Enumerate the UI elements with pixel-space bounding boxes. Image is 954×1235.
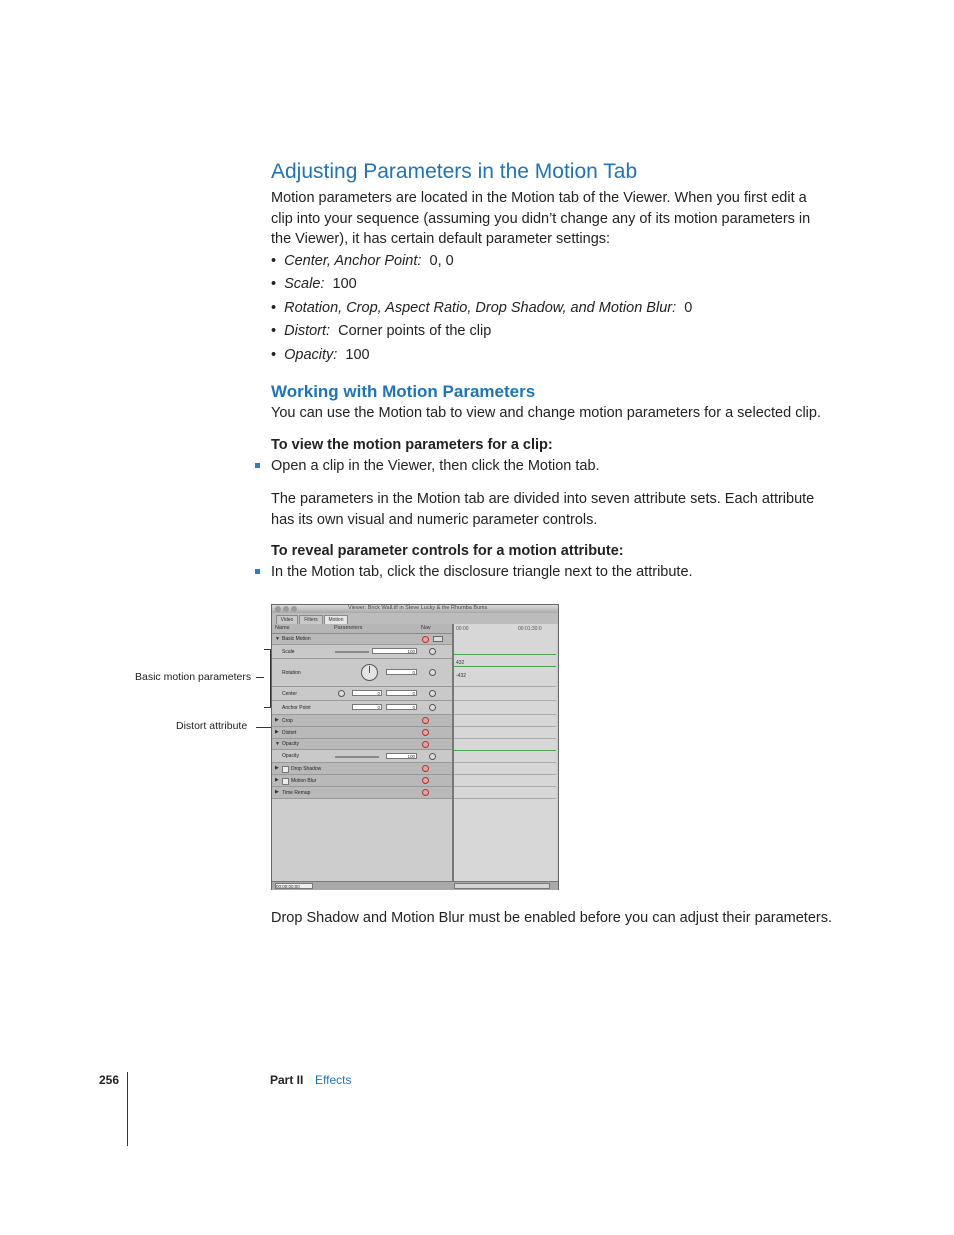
- opacity-field[interactable]: 100: [386, 753, 417, 759]
- disclosure-open-icon[interactable]: ▼: [275, 741, 280, 747]
- task-title: To reveal parameter controls for a motion attribute:: [271, 543, 624, 559]
- timecode-start: 00:00: [456, 626, 469, 632]
- attribute-row-crop[interactable]: [272, 715, 452, 727]
- parameter-header: [272, 624, 452, 634]
- opacity-slider[interactable]: [335, 756, 379, 758]
- disclosure-closed-icon[interactable]: ▶: [275, 789, 279, 795]
- closing-note: Drop Shadow and Motion Blur must be enabled before you can adjust their parameters.: [271, 910, 832, 926]
- tab-motion[interactable]: Motion: [324, 615, 348, 624]
- keyframe-line: [454, 774, 556, 775]
- keyframe-button-icon[interactable]: [429, 753, 436, 760]
- keyframe-line: [454, 654, 556, 655]
- disclosure-closed-icon[interactable]: ▶: [275, 729, 279, 735]
- default-item: • Scale: 100: [271, 276, 357, 292]
- disclosure-closed-icon[interactable]: ▶: [275, 777, 279, 783]
- row-label: Drop Shadow: [291, 766, 322, 772]
- disclosure-open-icon[interactable]: ▼: [275, 636, 280, 642]
- anchor-y-field[interactable]: 0: [386, 704, 417, 710]
- keyframe-line: [454, 786, 556, 787]
- step-bullet-icon: [255, 569, 260, 574]
- tab-video[interactable]: Video: [276, 615, 298, 624]
- close-button-icon[interactable]: [275, 606, 281, 612]
- rotation-dial-icon[interactable]: [361, 664, 378, 681]
- attribute-row-motion-blur[interactable]: [272, 775, 452, 787]
- annotation-bracket: [264, 649, 271, 708]
- scale-slider[interactable]: [335, 651, 369, 653]
- keyframe-line: [454, 686, 556, 687]
- rotation-field[interactable]: 0: [386, 669, 417, 675]
- paragraph-line: has its own visual and numeric parameter controls.: [271, 511, 598, 528]
- footer-part: Part II: [270, 1073, 304, 1087]
- zoom-button-icon[interactable]: [291, 606, 297, 612]
- default-item: • Distort: Corner points of the clip: [271, 323, 492, 339]
- viewer-titlebar: [272, 605, 558, 613]
- default-label: Rotation, Crop, Aspect Ratio, Drop Shadow, and Motion Blur:: [284, 300, 677, 316]
- column-parameters: Parameters: [334, 625, 363, 631]
- timecode-end: 00:01:30:0: [518, 626, 542, 632]
- reset-icon[interactable]: [422, 729, 429, 736]
- step-bullet-icon: [255, 463, 260, 468]
- attribute-paragraph: [271, 489, 814, 530]
- reset-icon[interactable]: [422, 636, 429, 643]
- intro-paragraph: [271, 188, 810, 250]
- center-y-field[interactable]: 0: [386, 690, 417, 696]
- scale-field[interactable]: 100: [372, 648, 417, 654]
- tab-filters[interactable]: Filters: [299, 615, 323, 624]
- crosshair-icon[interactable]: [338, 690, 345, 697]
- basic-motion-annotation: Basic motion parameters: [135, 671, 252, 683]
- enable-checkbox[interactable]: [282, 778, 289, 785]
- keyframe-menu-icon[interactable]: [433, 636, 443, 642]
- zoom-slider[interactable]: [454, 883, 550, 889]
- keyframe-button-icon[interactable]: [429, 704, 436, 711]
- default-item: • Opacity: 100: [271, 347, 370, 363]
- default-value: Corner points of the clip: [338, 323, 492, 339]
- intro-line: clip into your sequence (assuming you didn’t change any of its motion parameters in: [271, 210, 811, 227]
- timecode-field[interactable]: 00:00:00;00: [275, 883, 313, 889]
- viewer-bottom-bar: [272, 881, 558, 890]
- sub-intro: You can use the Motion tab to view and change motion parameters for a selected clip.: [271, 405, 821, 421]
- intro-line: the Viewer), it has certain default parameter settings:: [271, 231, 611, 247]
- row-label: Opacity: [282, 741, 299, 747]
- keyframe-line: [454, 762, 556, 763]
- default-label: Scale:: [284, 276, 325, 292]
- task-title: To view the motion parameters for a clip:: [271, 437, 553, 453]
- viewer-title: Viewer: Brick Wall.tif in Steve Lucky & the Rhumba Bums: [348, 605, 488, 611]
- row-label: Scale: [282, 649, 295, 655]
- rotation-min-label: -432: [456, 673, 467, 679]
- disclosure-closed-icon[interactable]: ▶: [275, 717, 279, 723]
- keyframe-line: [454, 750, 556, 751]
- column-name: Name: [275, 625, 290, 631]
- reset-icon[interactable]: [422, 741, 429, 748]
- row-label: Distort: [282, 730, 297, 736]
- attribute-row-opacity[interactable]: [272, 739, 452, 750]
- keyframe-button-icon[interactable]: [429, 669, 436, 676]
- attribute-row-basic-motion[interactable]: [272, 634, 452, 645]
- reset-icon[interactable]: [422, 765, 429, 772]
- row-label: Motion Blur: [291, 778, 317, 784]
- keyframe-line: [454, 666, 556, 667]
- default-label: Center, Anchor Point:: [284, 253, 422, 269]
- center-x-field[interactable]: 0: [352, 690, 382, 696]
- footer-section-link[interactable]: Effects: [315, 1073, 352, 1087]
- parameter-row-scale: [272, 645, 452, 659]
- default-label: Distort:: [284, 323, 331, 339]
- row-label: Opacity: [282, 753, 299, 759]
- page-number: 256: [99, 1073, 120, 1087]
- keyframe-line: [454, 700, 556, 701]
- task-step: In the Motion tab, click the disclosure triangle next to the attribute.: [271, 564, 693, 580]
- reset-icon[interactable]: [422, 717, 429, 724]
- viewer-window: [271, 604, 559, 890]
- row-label: Time Remap: [282, 790, 311, 796]
- attribute-row-distort[interactable]: [272, 727, 452, 739]
- disclosure-closed-icon[interactable]: ▶: [275, 765, 279, 771]
- default-value: 100: [332, 276, 357, 292]
- parameter-row-opacity: [272, 750, 452, 763]
- reset-icon[interactable]: [422, 789, 429, 796]
- minimize-button-icon[interactable]: [283, 606, 289, 612]
- footer-divider: [127, 1072, 128, 1146]
- row-label: Basic Motion: [282, 636, 311, 642]
- default-item: • Center, Anchor Point: 0, 0: [271, 253, 454, 269]
- distort-annotation: Distort attribute: [176, 720, 248, 732]
- rotation-max-label: 432: [456, 660, 465, 666]
- default-value: 0, 0: [429, 253, 454, 269]
- parameter-row-rotation: [272, 659, 452, 687]
- keyframe-button-icon[interactable]: [429, 648, 436, 655]
- intro-line: Motion parameters are located in the Motion tab of the Viewer. When you first edit a: [271, 190, 807, 206]
- row-label: Anchor Point: [282, 705, 311, 711]
- anchor-x-field[interactable]: 0: [352, 704, 382, 710]
- paragraph-line: The parameters in the Motion tab are divided into seven attribute sets. Each attribute: [271, 491, 815, 507]
- reset-icon[interactable]: [422, 777, 429, 784]
- keyframe-line: [454, 798, 556, 799]
- keyframe-line: [454, 738, 556, 739]
- default-value: 100: [345, 347, 370, 363]
- enable-checkbox[interactable]: [282, 766, 289, 773]
- row-label: Rotation: [282, 670, 301, 676]
- annotation-leader: [256, 677, 264, 678]
- keyframe-graph[interactable]: [452, 624, 556, 882]
- parameter-row-anchor: [272, 701, 452, 715]
- page-heading: Adjusting Parameters in the Motion Tab: [271, 160, 638, 183]
- keyframe-line: [454, 714, 556, 715]
- attribute-row-drop-shadow[interactable]: [272, 763, 452, 775]
- empty-parameter-area: [272, 799, 452, 881]
- default-value: 0: [684, 300, 693, 316]
- subheading: Working with Motion Parameters: [271, 382, 536, 401]
- task-step: Open a clip in the Viewer, then click the Motion tab.: [271, 458, 600, 474]
- attribute-row-time-remap[interactable]: [272, 787, 452, 799]
- row-label: Crop: [282, 718, 293, 724]
- default-label: Opacity:: [284, 347, 338, 363]
- keyframe-button-icon[interactable]: [429, 690, 436, 697]
- default-item: • Rotation, Crop, Aspect Ratio, Drop Shadow, and Motion Blur: 0: [271, 300, 693, 316]
- parameter-row-center: [272, 687, 452, 701]
- column-nav: Nav: [421, 625, 431, 631]
- viewer-tabs: [272, 613, 558, 624]
- keyframe-line: [454, 726, 556, 727]
- row-label: Center: [282, 691, 298, 697]
